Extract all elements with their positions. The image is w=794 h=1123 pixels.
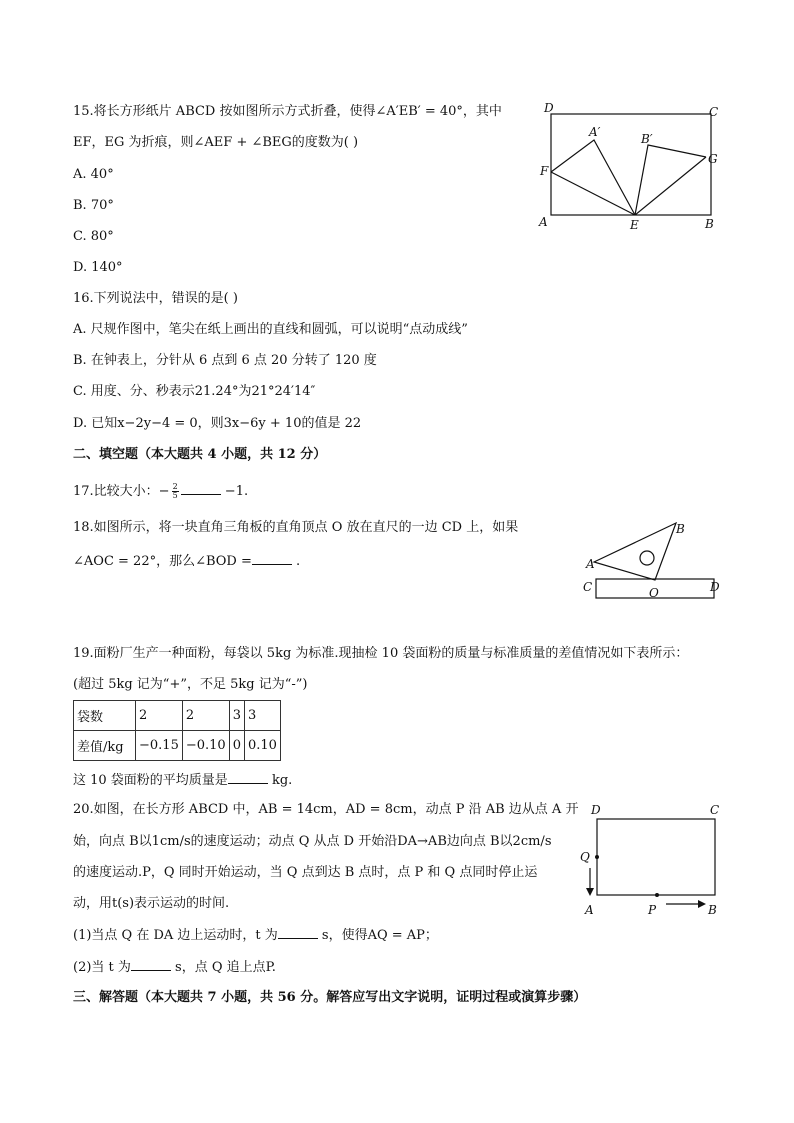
- label-d: D: [591, 803, 601, 817]
- label-c: C: [710, 803, 720, 817]
- table-cell: 差值/kg: [74, 731, 136, 761]
- q20-sub1-end: s，使得AQ = AP；: [317, 928, 438, 943]
- q16-option-a: A. 尺规作图中，笔尖在纸上画出的直线和圆弧，可以说明“点动成线”: [73, 322, 468, 337]
- table-cell: 2: [136, 701, 183, 731]
- section-3-heading: 三、解答题（本大题共 7 小题，共 56 分。解答应写出文字说明，证明过程或演算步骤）: [73, 990, 587, 1005]
- q15-stem-line1: 15.将长方形纸片 ABCD 按如图所示方式折叠，使得∠A′EB′ = 40°，其中: [73, 104, 502, 119]
- q20-sub2-end: s，点 Q 追上点P.: [170, 960, 276, 975]
- q20-stem-line3: 的速度运动.P，Q 同时开始运动，当 Q 点到达 B 点时，点 P 和 Q 点同时停止运: [73, 865, 538, 880]
- label-d: D: [710, 580, 720, 594]
- label-a: A: [586, 557, 595, 571]
- q18-stem-line1: 18.如图所示，将一块直角三角板的直角顶点 O 放在直尺的一边 CD 上，如果: [73, 520, 519, 535]
- table-cell: −0.15: [136, 731, 183, 761]
- point-p: [655, 893, 659, 897]
- q16-stem: 16.下列说法中，错误的是( ): [73, 291, 238, 306]
- q19-line3-text: 这 10 袋面粉的平均质量是: [73, 773, 228, 788]
- arrow-right-icon: [698, 900, 706, 908]
- q19-stem-line1: 19.面粉厂生产一种面粉，每袋以 5kg 为标准.现抽检 10 袋面粉的质量与标准质量的差值情况如下表所示：: [73, 646, 689, 661]
- fold-triangle-a: [551, 140, 635, 215]
- q18-figure: [580, 518, 730, 604]
- table-cell: 2: [182, 701, 229, 731]
- q20-sub2-text: (2)当 t 为: [73, 960, 131, 975]
- arrow-down-icon: [586, 888, 594, 896]
- table-cell: 3: [244, 701, 280, 731]
- label-a: A: [539, 215, 548, 229]
- label-o: O: [649, 586, 659, 600]
- q20-sub1: [73, 926, 438, 945]
- rectangle-abcd: [597, 819, 715, 895]
- q20-stem-line4: 动，用t(s)表示运动的时间.: [73, 896, 230, 911]
- label-a: A: [585, 903, 594, 917]
- q20-stem-line1: 20.如图，在长方形 ABCD 中，AB = 14cm，AD = 8cm，动点 P 沿 AB 边从点 A 开: [73, 802, 579, 817]
- label-p: P: [648, 903, 657, 917]
- q18-line2-end: .: [291, 554, 301, 569]
- q18-line2-text: ∠AOC = 22°，那么∠BOD =: [73, 554, 252, 569]
- table-cell: 0.10: [244, 731, 280, 761]
- q20-sub1-text: (1)当点 Q 在 DA 边上运动时，t 为: [73, 928, 278, 943]
- label-c: C: [583, 580, 593, 594]
- q20-sub2-blank[interactable]: [131, 958, 171, 971]
- q20-sub2: [73, 958, 276, 977]
- label-g: G: [708, 152, 718, 166]
- label-b: B: [676, 522, 685, 536]
- q17-prefix: 17.比较大小：−: [73, 484, 170, 499]
- crease-ef: [551, 172, 635, 215]
- label-d: D: [544, 101, 554, 115]
- label-b: B: [708, 903, 717, 917]
- q19-table: [73, 700, 281, 761]
- section-2-heading: 二、填空题（本大题共 4 小题，共 12 分）: [73, 447, 327, 462]
- q20-figure: [580, 800, 730, 920]
- q19-answer-line: [73, 771, 292, 790]
- q20-stem-line2: 始，向点 B以1cm/s的速度运动；动点 Q 从点 D 开始沿DA→AB边向点 B以2cm/s: [73, 834, 552, 849]
- table-row: [74, 731, 281, 761]
- q19-stem-line2: (超过 5kg 记为“+”，不足 5kg 记为“-”): [73, 677, 308, 692]
- point-q: [595, 855, 599, 859]
- q15-option-b: B. 70°: [73, 198, 114, 213]
- q15-option-d: D. 140°: [73, 260, 123, 275]
- q15-option-a: A. 40°: [73, 167, 114, 182]
- triangle-hole: [640, 551, 654, 565]
- label-b: B: [705, 217, 714, 231]
- right-triangle: [594, 523, 676, 580]
- q18-stem-line2: [73, 552, 300, 571]
- q19-answer-blank[interactable]: [228, 771, 268, 784]
- q17-suffix: −1.: [220, 484, 249, 499]
- q17-frac-den: 5: [172, 491, 178, 500]
- q15-figure: [534, 98, 730, 238]
- q15-option-c: C. 80°: [73, 229, 114, 244]
- q17-answer-blank[interactable]: [181, 482, 221, 495]
- label-b-prime: B′: [641, 132, 653, 146]
- table-cell: 袋数: [74, 701, 136, 731]
- q17-fraction: [172, 483, 179, 500]
- q17-frac-num: 2: [172, 482, 178, 491]
- crease-eg: [635, 157, 706, 215]
- label-f: F: [540, 164, 549, 178]
- rectangle-abcd: [551, 114, 711, 215]
- q19-line3-unit: kg.: [267, 773, 293, 788]
- label-e: E: [630, 218, 639, 232]
- q17-line: [73, 482, 248, 501]
- table-cell: 3: [229, 701, 244, 731]
- q16-option-c: C. 用度、分、秒表示21.24°为21°24′14″: [73, 384, 316, 399]
- table-cell: 0: [229, 731, 244, 761]
- q16-option-b: B. 在钟表上，分针从 6 点到 6 点 20 分转了 120 度: [73, 353, 377, 368]
- label-a-prime: A′: [589, 125, 601, 139]
- q15-stem-line2: EF，EG 为折痕，则∠AEF + ∠BEG的度数为( ): [73, 135, 359, 150]
- table-cell: −0.10: [182, 731, 229, 761]
- label-c: C: [709, 105, 719, 119]
- q20-sub1-blank[interactable]: [278, 926, 318, 939]
- fold-triangle-b: [635, 145, 706, 215]
- q16-option-d: D. 已知x−2y−4 = 0，则3x−6y + 10的值是 22: [73, 416, 362, 431]
- table-row: [74, 701, 281, 731]
- q18-answer-blank[interactable]: [252, 552, 292, 565]
- label-q: Q: [580, 850, 590, 864]
